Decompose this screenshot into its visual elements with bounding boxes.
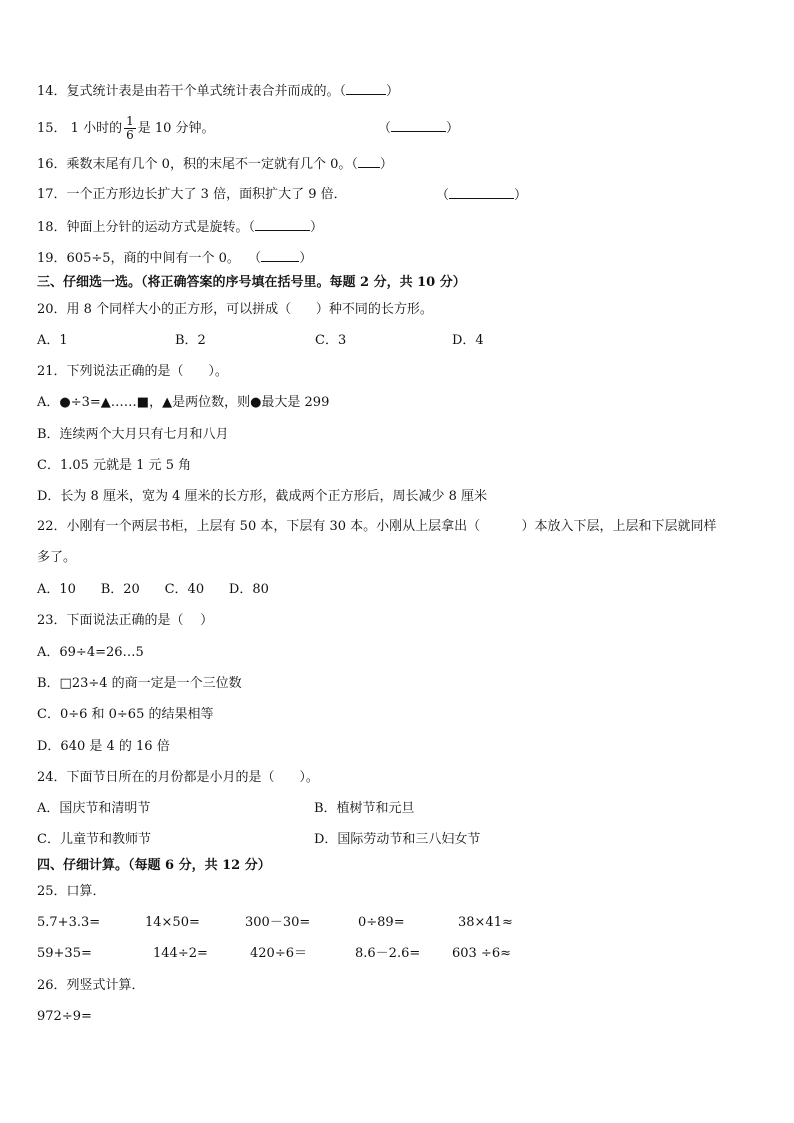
paren-close: ）: [379, 157, 393, 172]
q21-option-c[interactable]: C．1.05 元就是 1 元 5 角: [37, 458, 192, 473]
question-14: [37, 82, 399, 101]
calc-item: 14×50=: [145, 915, 200, 930]
question-26: 26．列竖式计算．: [37, 978, 145, 993]
question-24: 24．下面节日所在的月份都是小月的是（ ）。: [37, 770, 319, 785]
q22-options[interactable]: A．10 B．20 C．40 D．80: [37, 582, 269, 597]
q20-option-a[interactable]: A．1: [37, 333, 68, 348]
question-text-end: 是 10 分钟。: [137, 121, 215, 136]
paren-close: ）: [310, 220, 324, 235]
question-23: 23．下面说法正确的是（ ）: [37, 613, 214, 628]
question-15-answer: [378, 119, 459, 138]
answer-blank[interactable]: [255, 218, 310, 231]
calc-item: 38×41≈: [458, 915, 513, 930]
question-text: 14．复式统计表是由若干个单式统计表合并而成的。（: [37, 84, 347, 99]
paren-open: （: [378, 121, 392, 136]
question-text: 18．钟面上分针的运动方式是旋转。（: [37, 220, 256, 235]
paren-close: ）: [299, 251, 313, 266]
q24-option-a[interactable]: A．国庆节和清明节: [37, 801, 151, 816]
question-22-line1: 22．小刚有一个两层书柜，上层有 50 本，下层有 30 本。小刚从上层拿出（ ）本放入下层，上层和下层就同样: [37, 519, 717, 534]
q21-option-a[interactable]: A．●÷3=▲……■，▲是两位数，则●最大是 299: [37, 395, 330, 410]
q23-option-d[interactable]: D．640 是 4 的 16 倍: [37, 739, 170, 754]
question-text: 17．一个正方形边长扩大了 3 倍，面积扩大了 9 倍．: [37, 187, 347, 202]
q23-option-c[interactable]: C．0÷6 和 0÷65 的结果相等: [37, 707, 214, 722]
question-16: [37, 155, 393, 174]
calc-item: 300－30=: [245, 915, 311, 930]
question-19: [37, 249, 312, 268]
q24-option-b[interactable]: B．植树节和元旦: [314, 801, 415, 816]
question-21: 21．下列说法正确的是（ ）。: [37, 364, 228, 379]
q21-option-d[interactable]: D．长为 8 厘米，宽为 4 厘米的长方形，截成两个正方形后，周长减少 8 厘米: [37, 489, 488, 504]
section-3-heading: 三、仔细选一选。（将正确答案的序号填在括号里。每题 2 分，共 10 分）: [37, 275, 466, 290]
q26-item: 972÷9=: [37, 1009, 92, 1024]
fraction-denominator: 6: [126, 128, 134, 142]
answer-blank[interactable]: [449, 186, 514, 199]
question-22-line2: 多了。: [37, 550, 77, 565]
q21-option-b[interactable]: B．连续两个大月只有七月和八月: [37, 427, 229, 442]
fraction: [124, 115, 136, 142]
answer-blank[interactable]: [261, 249, 299, 262]
q23-option-a[interactable]: A．69÷4=26…5: [37, 645, 144, 660]
q20-option-c[interactable]: C．3: [315, 333, 347, 348]
question-20: 20．用 8 个同样大小的正方形，可以拼成（ ）种不同的长方形。: [37, 302, 433, 317]
q20-option-d[interactable]: D．4: [452, 333, 484, 348]
answer-blank[interactable]: [358, 155, 380, 168]
question-15: [37, 115, 215, 142]
question-17-answer: [436, 186, 527, 205]
question-18: [37, 218, 323, 237]
calc-item: 0÷89=: [358, 915, 405, 930]
q24-option-c[interactable]: C．儿童节和教师节: [37, 832, 151, 847]
calc-item: 144÷2=: [153, 946, 208, 961]
section-4-heading: 四、仔细计算。（每题 6 分，共 12 分）: [37, 858, 271, 873]
answer-blank[interactable]: [346, 82, 386, 95]
calc-item: 603 ÷6≈: [452, 946, 512, 961]
q24-option-d[interactable]: D．国际劳动节和三八妇女节: [314, 832, 481, 847]
fraction-numerator: 1: [126, 114, 134, 128]
calc-item: 5.7+3.3=: [37, 915, 101, 930]
q23-option-b[interactable]: B．□23÷4 的商一定是一个三位数: [37, 676, 242, 691]
question-text: 15． 1 小时的: [37, 121, 123, 136]
calc-item: 420÷6＝: [250, 946, 307, 961]
calc-item: 59+35=: [37, 946, 92, 961]
q20-option-b[interactable]: B．2: [175, 333, 206, 348]
question-text: 19．605÷5，商的中间有一个 0。 （: [37, 251, 262, 266]
calc-item: 8.6－2.6=: [355, 946, 421, 961]
paren-close: ）: [386, 84, 400, 99]
answer-blank[interactable]: [391, 119, 446, 132]
paren-close: ）: [446, 121, 460, 136]
paren-open: （: [436, 188, 450, 203]
question-25: 25．口算．: [37, 884, 106, 899]
question-text: 16．乘数末尾有几个 0，积的末尾不一定就有几个 0。（: [37, 157, 358, 172]
question-17: [37, 186, 347, 204]
paren-close: ）: [514, 188, 528, 203]
